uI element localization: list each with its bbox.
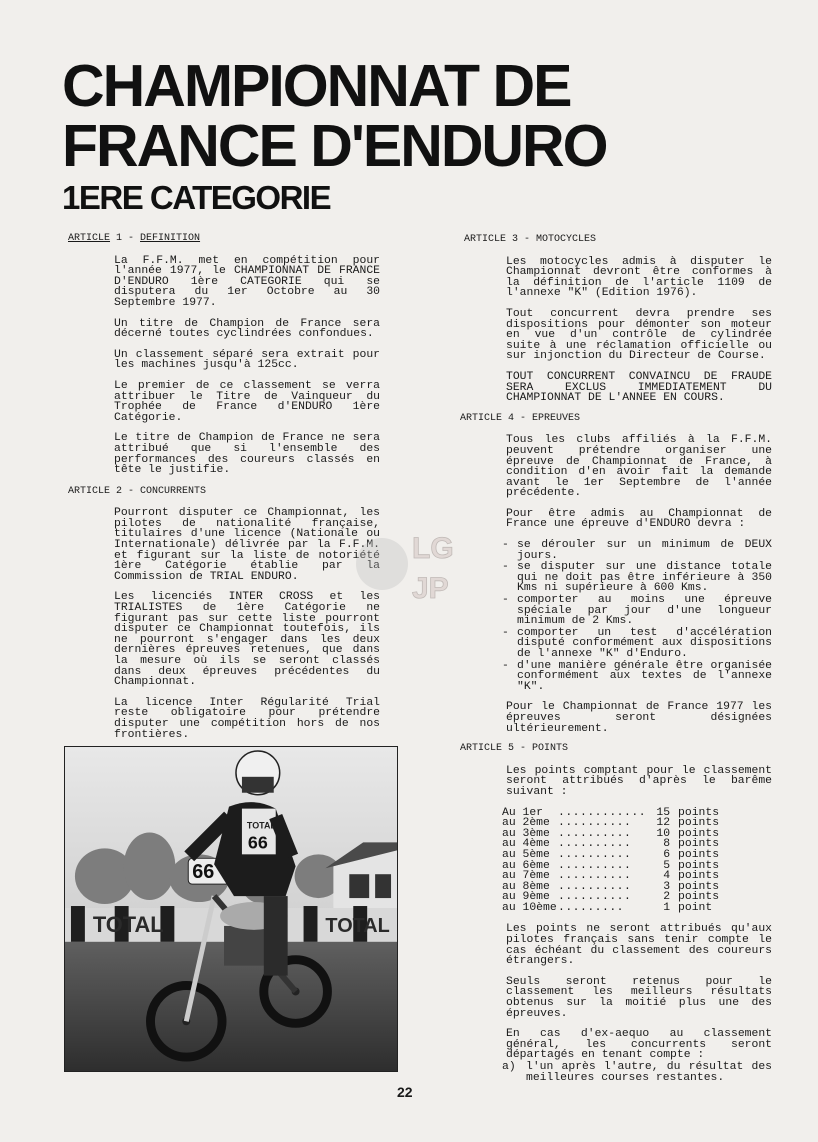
list-item: - comporter au moins une épreuve spéciale par jour d'une longueur minimum de 2 Kms. [502,594,772,628]
leader-dots: .......... [558,870,632,883]
article-5-paragraph: En cas d'ex-aequo au classement général, les concurrents seront départagés en tenant compte : [506,1028,772,1062]
enduro-rider-photo [64,746,398,1072]
tiebreak-list [502,1062,772,1083]
points-value: 5 [663,859,671,872]
leader-dots: .......... [558,827,632,840]
watermark-text: JP [412,572,449,605]
banner-text: TOTAL [92,911,164,937]
article-1-paragraph: Le premier de ce classement se verra attribuer le Titre de Vainqueur du Trophée de France d'ENDURO 1ère Catégorie. [114,379,380,424]
table-row [502,850,719,861]
left-column [68,234,380,750]
leader-dots: .......... [558,838,632,851]
article-4-paragraph: Tous les clubs affiliés à la F.F.M. peuvent prétendre organiser une épreuve de Championnat de France, à condition d'en avoir fait la demande avant le 1er Septembre de l'année précédente. [506,434,772,500]
list-item: - se dérouler sur un minimum de DEUX jours. [502,539,772,562]
subtitle-category: 1ERE CATEGORIE [62,179,331,216]
points-value: 10 [656,827,671,840]
article-1-paragraph: Un classement séparé sera extrait pour les machines jusqu'à 125cc. [114,348,380,372]
article-1-paragraph: La F.F.M. met en compétition pour l'année 1977, le CHAMPIONNAT DE FRANCE D'ENDURO 1ère CATEGORIE qui se disputera du 1er Octobre au 30 Septembre 1977. [114,254,380,309]
article-3-paragraph: Les motocycles admis à disputer le Championnat devront être conformes à la définition de l'article 1109 de l'annexe "K" (Edition 1976). [506,255,772,300]
article-4-paragraph: Pour le Championnat de France 1977 les épreuves seront désignées ultérieurement. [506,701,772,735]
list-item: - d'une manière générale être organisée conformément aux textes de l'annexe "K". [502,659,772,693]
leader-dots: .......... [558,880,632,893]
article-2-paragraph: Les licenciés INTER CROSS et les TRIALISTES de 1ère Catégorie ne figurant pas sur cette liste pourront disputer ce Championnat toutefois, ils ne pourront s'engager dans les deux dernières épreuves retenues, que dans la mesure où ils se seront classés dans deux épreuves précédentes du Championnat. [114,591,380,689]
rank-cell: au 10ème [502,901,557,914]
rank-cell: au 9ème [502,891,550,904]
points-value: 4 [663,870,671,883]
article-3-paragraph: TOUT CONCURRENT CONVAINCU DE FRAUDE SERA EXCLUS IMMEDIATEMENT DU CHAMPIONNAT DE L'ANNEE EN COURS. [506,370,772,405]
title-line-1: CHAMPIONNAT DE [62,53,571,119]
rank-cell: au 4ème [502,838,550,851]
points-unit: points [678,891,720,904]
right-column [460,235,772,1093]
article-3-heading: ARTICLE 3 - MOTOCYCLES [464,234,597,245]
points-value: 2 [663,891,671,904]
points-value: 1 [663,901,671,914]
points-unit: points [678,817,720,830]
article-2-heading: ARTICLE 2 - CONCURRENTS [68,485,207,497]
points-unit: points [678,859,720,872]
leader-dots: .......... [558,859,632,872]
article-1-heading: ARTICLE 1 - DEFINITION [68,233,201,244]
leader-dots: ............ [558,806,647,819]
points-value: 15 [656,806,671,819]
rank-cell: au 8ème [502,880,550,893]
page-number: 22 [397,1084,413,1100]
points-unit: points [678,827,720,840]
points-table [502,808,719,914]
banner-text: TOTAL [325,914,390,937]
points-unit: point [678,901,713,914]
article-2-paragraph: Pourront disputer ce Championnat, les pilotes de nationalité française, titulaires d'une licence (Nationale ou Internationale) délivrée par la F.F.M. et figurant sur la liste de notoriété 1ère Catégorie établie par la Commission de TRIAL ENDURO. [114,507,380,583]
article-1-paragraph: Un titre de Champion de France sera décerné toutes cyclindrées confondues. [114,317,380,341]
watermark-text: LG [412,532,454,565]
article-3-paragraph: Tout concurrent devra prendre ses dispositions pour démonter son moteur en vue d'un contrôle de cylindrée suite à une réclamation officielle ou sur injonction du Directeur de Course. [506,307,772,363]
points-value: 6 [663,848,671,861]
points-unit: points [678,880,720,893]
points-unit: points [678,838,720,851]
article-1-paragraph: Le titre de Champion de France ne sera attribué que si l'ensemble des performances des coureurs classés en tête le justifie. [114,432,380,477]
rider-number-plate: 66 [192,861,215,884]
rank-cell: Au 1er [502,806,544,819]
leader-dots: .......... [558,817,632,830]
points-unit: points [678,870,720,883]
rank-cell: au 7ème [502,870,550,883]
list-item: a) l'un après l'autre, du résultat des meilleures courses restantes. [502,1061,772,1084]
rank-cell: au 3ème [502,827,550,840]
points-value: 3 [663,880,671,893]
watermark-logo [352,520,472,610]
title-line-2: FRANCE D'ENDURO [62,113,607,179]
epreuve-requirements-list [502,540,772,692]
leader-dots: ......... [558,901,625,914]
article-5-paragraph: Les points comptant pour le classement seront attribués d'après le barême suivant : [506,764,772,798]
rank-cell: au 6ème [502,859,550,872]
points-unit: points [678,806,720,819]
article-4-paragraph: Pour être admis au Championnat de France une épreuve d'ENDURO devra : [506,507,772,531]
points-unit: points [678,848,720,861]
article-5-heading: ARTICLE 5 - POINTS [460,743,569,755]
table-row [502,903,719,914]
leader-dots: .......... [558,848,632,861]
article-4-heading: ARTICLE 4 - EPREUVES [460,412,581,424]
leader-dots: .......... [558,891,632,904]
article-5-paragraph: Seuls seront retenus pour le classement les meilleurs résultats obtenus sur la moitié plus une des épreuves. [506,975,772,1020]
list-item: - comporter un test d'accélération disputé conformément aux dispositions de l'annexe "K" d'Enduro. [502,626,772,660]
shirt-number: 66 [247,832,268,853]
rank-cell: au 5ème [502,848,550,861]
list-item: - se disputer sur une distance totale qui ne doit pas être inférieure à 350 Kms ni supérieure à 600 Kms. [502,561,772,595]
points-value: 12 [656,817,671,830]
article-5-paragraph: Les points ne seront attribués qu'aux pilotes français sans tenir compte le cas échéant du classement des coureurs étrangers. [506,923,772,968]
points-value: 8 [663,838,671,851]
shirt-text: TOTAL [246,820,276,831]
rank-cell: au 2ème [502,817,550,830]
article-2-paragraph: La licence Inter Régularité Trial reste obligatoire pour prétendre disputer une compétition hors de nos frontières. [114,696,380,741]
